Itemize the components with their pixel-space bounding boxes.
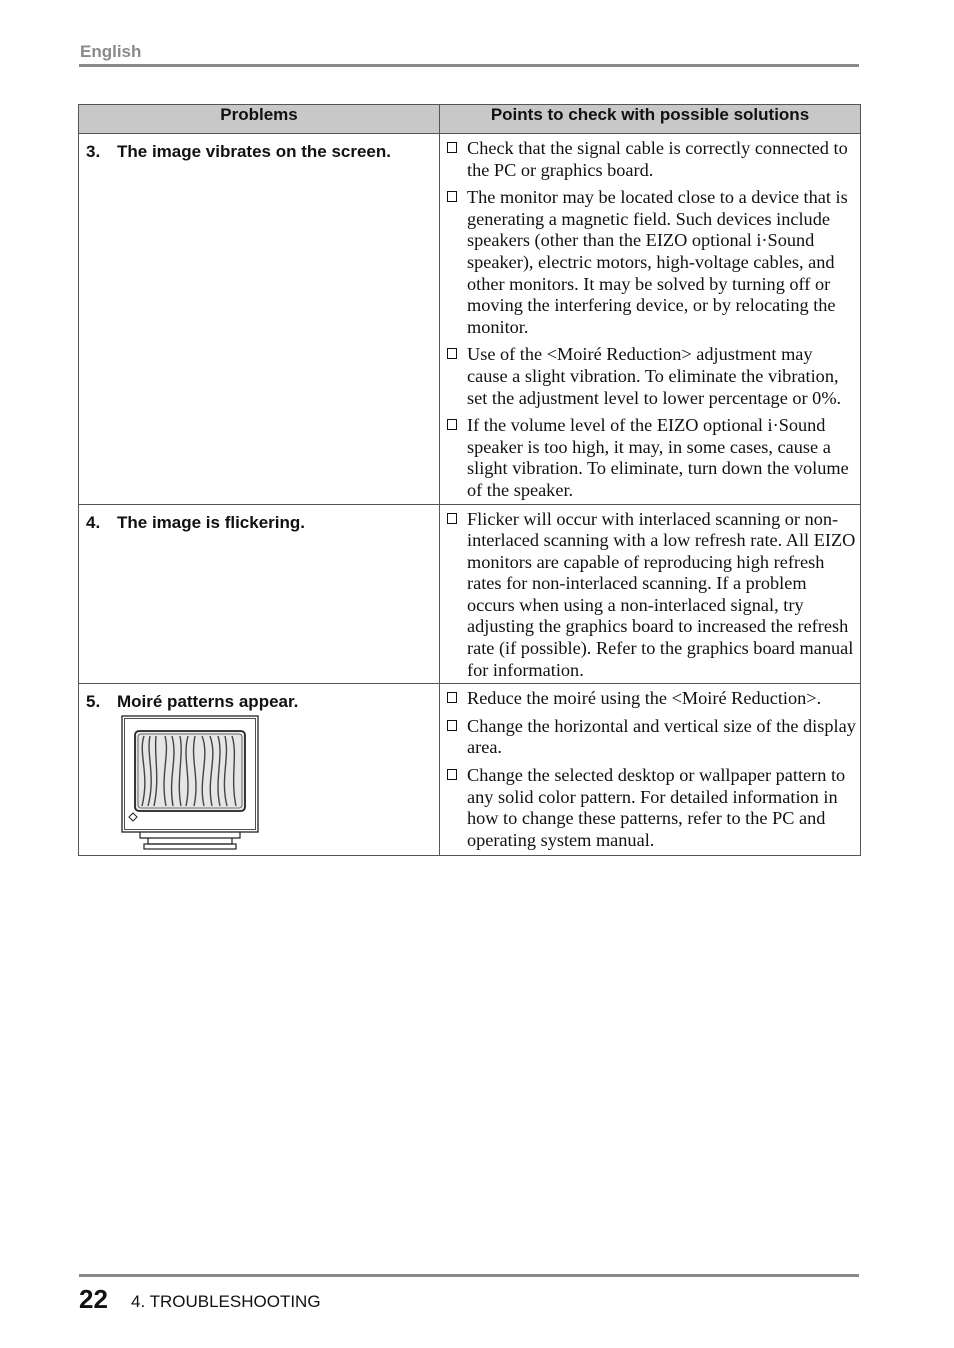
checkbox-icon bbox=[447, 191, 457, 202]
checkbox-icon bbox=[447, 720, 457, 731]
header-language: English bbox=[80, 42, 142, 61]
solution-item: If the volume level of the EIZO optional i·Sound speaker is too high, it may, in some cases, cause a slight vibration. To eliminate, turn down the volume of the speaker. bbox=[447, 415, 856, 501]
problem-number: 5. bbox=[86, 692, 101, 712]
solution-item: Check that the signal cable is correctly connected to the PC or graphics board. bbox=[447, 138, 856, 181]
checkbox-icon bbox=[447, 348, 457, 359]
header-divider bbox=[79, 64, 859, 67]
table-row bbox=[79, 134, 861, 505]
solution-item: Reduce the moiré using the <Moiré Reduction>. bbox=[447, 688, 856, 710]
solution-item: Change the selected desktop or wallpaper pattern to any solid color pattern. For detailed information in how to change these patterns, refer to the PC and operating system manual. bbox=[447, 765, 856, 851]
solution-item: Change the horizontal and vertical size of the display area. bbox=[447, 716, 856, 759]
table-header-row bbox=[79, 105, 861, 134]
solution-cell bbox=[440, 134, 861, 505]
checkbox-icon bbox=[447, 142, 457, 153]
column-header-solutions: Points to check with possible solutions bbox=[440, 105, 861, 134]
problem-text: The image vibrates on the screen. bbox=[117, 142, 391, 161]
problem-cell bbox=[79, 504, 440, 684]
solution-item: Use of the <Moiré Reduction> adjustment may cause a slight vibration. To eliminate the vibration, set the adjustment level to lower percentage or 0%. bbox=[447, 344, 856, 409]
solution-item: Flicker will occur with interlaced scanning or non-interlaced scanning with a low refresh rate. All EIZO monitors are capable of reproducing high refresh rates for non-interlaced scanning. If a problem occurs when using a non-interlaced signal, try adjusting the graphics board to increased the refresh rate (if possible). Refer to the graphics board manual for information. bbox=[447, 509, 856, 682]
checkbox-icon bbox=[447, 419, 457, 430]
column-header-problems: Problems bbox=[79, 105, 440, 134]
problem-text: The image is flickering. bbox=[117, 512, 306, 532]
checkbox-icon bbox=[447, 769, 457, 780]
footer-divider bbox=[79, 1274, 859, 1277]
table-row bbox=[79, 504, 861, 684]
solution-cell bbox=[440, 504, 861, 684]
troubleshooting-table bbox=[78, 104, 861, 856]
problem-number: 3. bbox=[86, 142, 101, 161]
solution-item: The monitor may be located close to a device that is generating a magnetic field. Such devices include speakers (other than the EIZO optional i·Sound speaker), electric motors, high-voltage cables, and other monitors. It may be solved by turning off or moving the interfering device, or by relocating the monitor. bbox=[447, 187, 856, 338]
solution-cell bbox=[440, 684, 861, 856]
checkbox-icon bbox=[447, 513, 457, 524]
problem-number: 4. bbox=[86, 512, 101, 532]
problem-cell bbox=[79, 684, 440, 856]
page-number: 22 bbox=[79, 1284, 108, 1314]
problem-cell bbox=[79, 134, 440, 505]
checkbox-icon bbox=[447, 692, 457, 703]
section-title: 4. TROUBLESHOOTING bbox=[131, 1292, 321, 1311]
problem-text: Moiré patterns appear. bbox=[117, 692, 299, 712]
moire-monitor-illustration bbox=[120, 714, 260, 854]
table-row bbox=[79, 684, 861, 856]
